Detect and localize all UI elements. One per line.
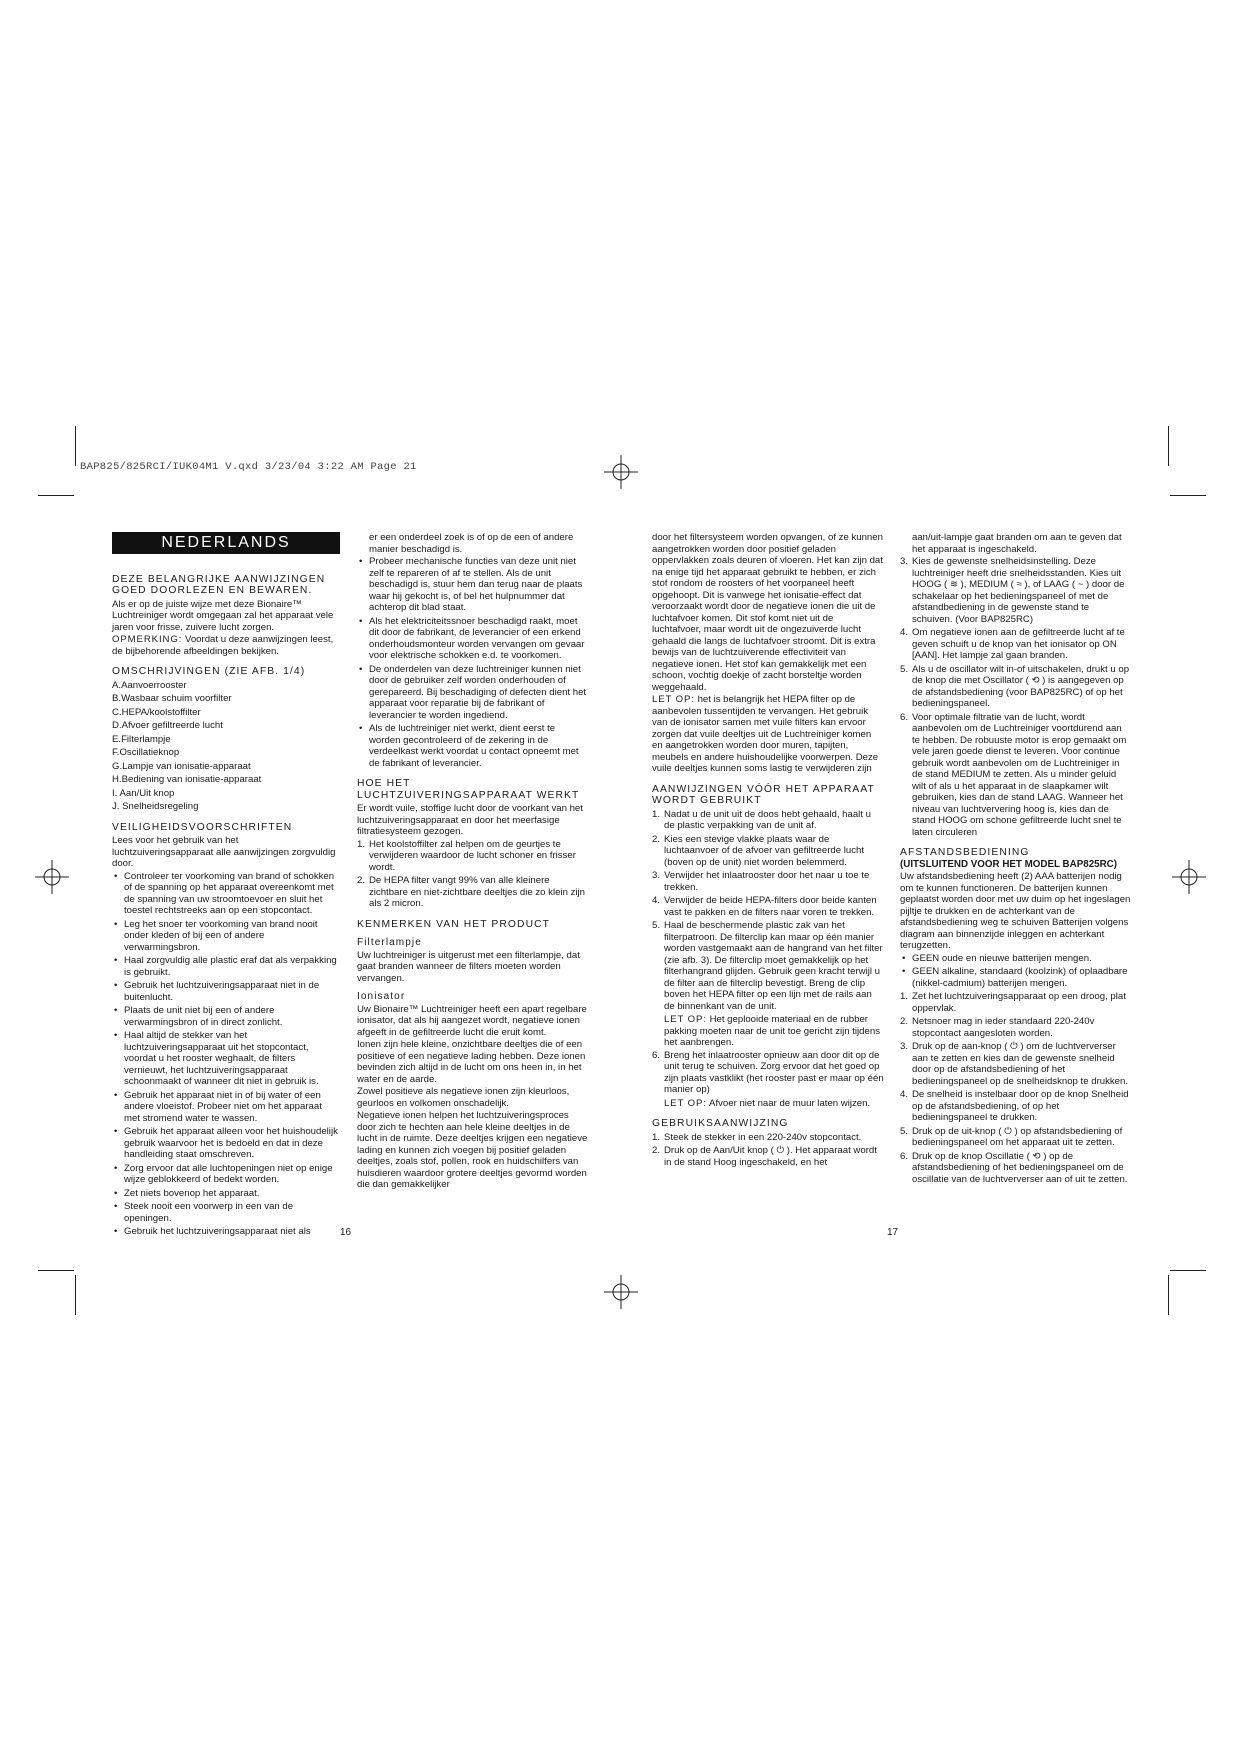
usage-steps-continued: [900, 556, 1132, 838]
intro-text: Als er op de juiste wijze met deze Bionaire™ Luchtreiniger wordt omgegaan zal het apparaat vele jaren voor frisse, zuivere lucht zorgen.: [112, 598, 334, 633]
part-item: G.Lampje van ionisatie-apparaat: [112, 760, 251, 772]
subheading-ionizer: Ionisator: [357, 991, 406, 1002]
crop-mark-bl-h: [38, 1270, 74, 1271]
safety-item: • Controleer ter voorkoming van brand of schokken of de spanning op het apparaat overeenkomt met de spanning van uw stroomtoevoer en sluit het toestel rechtstreeks aan op een stopcontact.: [112, 871, 340, 917]
part-item: J. Snelheidsregeling: [112, 801, 199, 812]
page-number-left: 16: [340, 1227, 352, 1238]
battery-item: • GEEN alkaline, standaard (koolzink) of oplaadbare (nikkel-cadmium) batterijen mengen.: [900, 966, 1132, 989]
remote-text: Uw afstandsbediening heeft (2) AAA batterijen nodig om te kunnen functioneren. De batterijen kunnen geplaatst worden door met uw duim op het ingeslagen pijltje te drukken en de achterkant van de afstandsbediening weg te schuiven Batterijen volgens diagram aan binnenzijde inleggen en achterkant terugzetten.: [900, 871, 1131, 951]
caution-paragraph: LET OP: het is belangrijk het HEPA filter op de aanbevolen tussentijden te vervangen. Het gebruik van de ionisator samen met vuile filters kan ervoor zorgen dat vuile deeltjes uit de Luchtreiniger komen en aangetrokken worden door muren, tapijten, meubels en andere huishoudelijke voorwerpen. Deze vuile deeltjes kunnen soms lastig te verwijderen zijn: [652, 694, 879, 774]
step-item: 5. Haal de beschermende plastic zak van het filterpatroon. De filterclip kan maar op één manier worden vastgemaakt aan de hangrand van het filter (zie afb. 3). De filterclip moet gemakkelijk op het filterhangrand glijden. Gebruik geen kracht terwijl u de filter aan de filterclip bevestigt. Breng de clip boven het HEPA filter op een lijn met de rails aan de binnenkant van de unit.: [652, 920, 883, 1012]
column-3: [652, 532, 884, 1170]
heading-how-it-works: HOE HET LUCHTZUIVERINGSAPPARAAT WERKT: [357, 778, 580, 801]
note-label: OPMERKING:: [112, 634, 183, 645]
safety-item: • Als het elektriciteitssnoer beschadigd raakt, moet dit door de fabrikant, de leverancier of een erkend onderhoudsmonteur worden vervangen om gevaar voor elektrische schokken e.d. te voorkomen.: [357, 616, 589, 662]
step-item: 2. De HEPA filter vangt 99% van alle kleinere zichtbare en niet-zichtbare deeltjes die zo klein zijn als 2 micron.: [357, 875, 585, 909]
ionizer-text-4: Negatieve ionen helpen het luchtzuiveringsproces door zich te hechten aan hele kleine deeltjes in de lucht in de ruimte. Deze deeltjes krijgen een negatieve lading en kunnen zich voegen bij positief geladen deeltjes, zoals stof, pollen, rook en huidschilfers van huisdieren waardoor grotere deeltjes gevormd worden die dan gemakkelijker: [357, 1110, 588, 1190]
page-number-right: 17: [887, 1227, 899, 1238]
safety-item: • Als de luchtreiniger niet werkt, dient eerst te worden gecontroleerd of de zekering in de verdeelkast werkt voordat u contact opneemt met de fabrikant of leverancier.: [357, 723, 589, 769]
column-1: [112, 532, 340, 1240]
subheading-filter-light: Filterlampje: [357, 937, 422, 948]
heading-remote-control: AFSTANDSBEDIENING: [900, 847, 1030, 858]
heading-descriptions: OMSCHRIJVINGEN (ZIE AFB. 1/4): [112, 666, 306, 677]
caution-label: LET OP:: [652, 694, 695, 705]
ionizer-text-continued: door het filtersysteem worden opvangen, of ze kunnen aangetrokken worden door positief geladen oppervlakken zoals deuren of vloeren. Het kan zijn dat na enige tijd het apparaat gebruikt te hebben, er zich stof rondom de roosters of het voorpaneel heeft opgehoopt. Dit is vanwege het ionisatie-effect dat veroorzaakt wordt door de negatieve ionen die uit de luchtafvoer komen. Dit stof komt niet uit de luchtafvoer, maar wordt uit de ongezuiverde lucht gehaald die langs de luchtafvoer stroomt. Dit is extra bewijs van de luchtzuiverende effectiviteit van negatieve ionen. Het stof kan gemakkelijk met een schoon, vochtig doekje of zacht borsteltje worden weggehaald.: [652, 532, 883, 693]
step-item: 2. Druk op de Aan/Uit knop ( ⏻ ). Het apparaat wordt in de stand Hoog ingeschakeld, en het: [652, 1145, 877, 1168]
crop-mark-tr-h: [1170, 495, 1206, 496]
heading-product-features: KENMERKEN VAN HET PRODUCT: [357, 918, 551, 930]
step-item: 3. Druk op de aan-knop ( ⏻ ) om de luchtververser aan te zetten en kies dan de gewenste snelheid door op de afstandsbediening of het bedieningspaneel op de snelheidsknop te drukken.: [900, 1041, 1129, 1087]
safety-item: • Plaats de unit niet bij een of andere verwarmingsbron of in direct zonlicht.: [112, 1005, 340, 1028]
file-slug: BAP825/825RCI/IUK04M1 V.qxd 3/23/04 3:22 AM Page 21: [80, 461, 417, 473]
remote-steps: [900, 991, 1132, 1185]
safety-intro: Lees voor het gebruik van het luchtzuiveringsapparaat alle aanwijzingen zorgvuldig door.: [112, 835, 336, 869]
crop-mark-tr-v: [1168, 426, 1169, 466]
before-use-step-6: [652, 1050, 884, 1096]
step-item: 3. Verwijder het inlaatrooster door het naar u toe te trekken.: [652, 870, 870, 893]
how-it-works-text: Er wordt vuile, stoffige lucht door de voorkant van het luchtzuiveringsapparaat en door het meerfasige filtratiesysteem gezogen.: [357, 803, 583, 837]
usage-steps: [652, 1132, 884, 1169]
remote-model-note: (UITSLUITEND VOOR HET MODEL BAP825RC): [900, 858, 1117, 870]
column-4: [900, 532, 1132, 1187]
crop-mark-bl-v: [75, 1275, 76, 1315]
step-item: 4. Om negatieve ionen aan de gefiltreerde lucht af te geven schuift u de knop van het ionisator op ON [AAN]. Het lampje zal gaan branden.: [900, 627, 1125, 661]
part-item: F.Oscillatieknop: [112, 747, 180, 758]
step-item: 4. Verwijder de beide HEPA-filters door beide kanten vast te pakken en de filters naar voren te trekken.: [652, 895, 877, 918]
safety-item: • Probeer mechanische functies van deze unit niet zelf te repareren of af te stellen. Als de unit beschadigd is, stuur hem dan terug naar de plaats waar hij gekocht is, of bel het hulpnummer dat achterop dit blad staat.: [357, 556, 589, 614]
step-item: 5. Druk op de uit-knop ( ⏻ ) op afstandsbediening of bedieningspaneel om het apparaat uit te zetten.: [900, 1125, 1123, 1148]
step-item: 1. Nadat u de unit uit de doos hebt gehaald, haalt u de plastic verpakking van de unit af.: [652, 808, 871, 831]
ionizer-text-2: Ionen zijn hele kleine, onzichtbare deeltjes die of een positieve of een negatieve lading hebben. Deze ionen bevinden zich altijd in de lucht om ons heen in, in het water en de aarde.: [357, 1039, 586, 1085]
battery-warnings: [900, 953, 1132, 990]
safety-continued: er een onderdeel zoek is of op de een of andere manier beschadigd is.: [369, 532, 574, 555]
heading-before-use: AANWIJZINGEN VÓÓR HET APPARAAT WORDT GEBRUIKT: [652, 783, 875, 806]
battery-item: • GEEN oude en nieuwe batterijen mengen.: [900, 953, 1132, 965]
registration-mark-left: [35, 860, 69, 894]
section-title: NEDERLANDS: [112, 532, 340, 554]
safety-item: • Zet niets bovenop het apparaat.: [112, 1188, 340, 1200]
step-item: 1. Zet het luchtzuiveringsapparaat op een droog, plat oppervlak.: [900, 991, 1126, 1014]
safety-item: • Steek nooit een voorwerp in een van de openingen.: [112, 1201, 340, 1224]
step-item: 1. Steek de stekker in een 220-240v stopcontact.: [652, 1131, 862, 1143]
step-item: 6. Voor optimale filtratie van de lucht, wordt aanbevolen om de Luchtreiniger voortdurend aan te hebben. De robuuste motor is erop gemaakt om vele jaren goede dienst te leveren. Voor continue gebruik wordt aanbevolen om de Luchtreiniger in de stand MEDIUM te zetten. Als u minder geluid wilt of als u het apparaat in de slaapkamer wilt gebruiken, kies dan de stand LAAG. Wanneer het niveau van luchtververing hoog is, kies dan de stand HOOG om schone gefiltreerde lucht snel te laten circuleren: [900, 711, 1127, 838]
registration-mark-right: [1172, 860, 1206, 894]
crop-mark-tl-v: [75, 426, 76, 466]
note-paragraph: [112, 634, 340, 657]
safety-list-continued: [357, 556, 589, 769]
crop-mark-br-v: [1168, 1275, 1169, 1315]
usage-continued: aan/uit-lampje gaat branden om aan te geven dat het apparaat is ingeschakeld.: [912, 532, 1122, 555]
registration-mark-top: [604, 455, 638, 489]
ionizer-text-1: Uw Bionaire™ Luchtreiniger heeft een apart regelbare ionisator, dat als hij aangezet wordt, negatieve ionen afgeeft in de gefiltreerde lucht die eruit komt.: [357, 1003, 587, 1038]
caution-paragraph-3: LET OP: Afvoer niet naar de muur laten wijzen.: [664, 1097, 871, 1109]
safety-item: • Haal altijd de stekker van het luchtzuiveringsapparaat uit het stopcontact, voordat u het rooster weghaalt, de filters vernieuwt, het luchtzuiveringsapparaat schoonmaakt of wanneer dit niet in gebruik is.: [112, 1030, 340, 1088]
step-item: 6. Breng het inlaatrooster opnieuw aan door dit op de unit terug te schuiven. Zorg ervoor dat het goed op zijn plaats vastklikt (het rooster past er maar op één manier op): [652, 1049, 884, 1095]
safety-item: • De onderdelen van deze luchtreiniger kunnen niet door de gebruiker zelf worden onderhouden of gerepareerd. Bij beschadiging of defecten dient het apparaat voor reparatie bij de fabrikant of leverancier te worden ingediend.: [357, 664, 589, 722]
step-item: 5. Als u de oscillator wilt in-of uitschakelen, drukt u op de knop die met Oscillator ( ⟲ ) is aangegeven op de afstandsbediening (voor BAP825RC) of op het bedieningspaneel.: [900, 663, 1130, 709]
step-item: 2. Kies een stevige vlakke plaats waar de luchtaanvoer of de afvoer van gefiltreerde lucht (boven op de unit) niet worden belemmerd.: [652, 833, 864, 868]
heading-usage: GEBRUIKSAANWIJZING: [652, 1118, 789, 1129]
crop-mark-br-h: [1170, 1270, 1206, 1271]
part-item: E.Filterlampje: [112, 733, 171, 745]
ionizer-text-3: Zowel positieve als negatieve ionen zijn kleurloos, geurloos en volkomen onschadelijk.: [357, 1086, 570, 1109]
part-item: D.Afvoer gefiltreerde lucht: [112, 720, 223, 731]
safety-item: • Gebruik het apparaat alleen voor het huishoudelijk gebruik waarvoor het is bedoeld en dat in deze handleiding staat omschreven.: [112, 1126, 340, 1161]
step-item: 6. Druk op de knop Oscillatie ( ⟲ ) op de afstandsbediening of het bedieningspaneel om de oscillatie van de luchtververser aan of uit te zetten.: [900, 1150, 1128, 1185]
safety-item: • Zorg ervoor dat alle luchtopeningen niet op enige wijze geblokkeerd of bedekt worden.: [112, 1163, 340, 1186]
filter-light-text: Uw luchtreiniger is uitgerust met een filterlampje, dat gaat branden wanneer de filters moeten worden vervangen.: [357, 949, 580, 984]
parts-list: [112, 680, 340, 813]
step-item: 4. De snelheid is instelbaar door op de knop Snelheid op de afstandsbediening, of op het bedieningspaneel te drukken.: [900, 1089, 1129, 1123]
safety-item: • Gebruik het luchtzuiveringsapparaat niet als: [112, 1226, 340, 1238]
safety-item: • Gebruik het luchtzuiveringsapparaat niet in de buitenlucht.: [112, 980, 340, 1003]
part-item: I. Aan/Uit knop: [112, 787, 175, 799]
part-item: C.HEPA/koolstoffilter: [112, 706, 201, 718]
registration-mark-bottom: [604, 1275, 638, 1309]
how-it-works-steps: [357, 839, 589, 910]
safety-list: [112, 871, 340, 1238]
safety-item: • Haal zorgvuldig alle plastic eraf dat als verpakking is gebruikt.: [112, 955, 340, 978]
step-item: 2. Netsnoer mag in ieder standaard 220-240v stopcontact aangesloten worden.: [900, 1016, 1095, 1039]
caution-paragraph-2: LET OP: Het geplooide materiaal en de rubber pakking moeten naar de unit toe gericht zijn tijdens het aanbrengen.: [664, 1014, 880, 1048]
part-item: H.Bediening van ionisatie-apparaat: [112, 774, 262, 785]
safety-item: • Gebruik het apparaat niet in of bij water of een andere vloeistof. Probeer niet om het apparaat met stromend water te wassen.: [112, 1090, 340, 1125]
part-item: B.Wasbaar schuim voorfilter: [112, 693, 232, 704]
step-item: 3. Kies de gewenste snelheidsinstelling. Deze luchtreiniger heeft drie snelheidsstanden. Kies uit HOOG ( ≋ ), MEDIUM ( ≈ ), of LAAG ( ~ ) door de schakelaar op het bedieningspaneel of met de afstandbediening in de gewenste stand te schuiven. (Voor BAP825RC): [900, 556, 1125, 625]
safety-item: • Leg het snoer ter voorkoming van brand nooit onder kleden of bij een of andere verwarmingsbron.: [112, 919, 340, 954]
column-2: [357, 532, 589, 1192]
heading-read-instructions: DEZE BELANGRIJKE AANWIJZINGEN GOED DOORLEZEN EN BEWAREN.: [112, 573, 326, 596]
before-use-steps: [652, 809, 884, 1013]
note-text: Voordat u deze aanwijzingen leest, de bijbehorende afbeeldingen bekijken.: [112, 634, 334, 657]
part-item: A.Aanvoerrooster: [112, 679, 187, 691]
crop-mark-tl-h: [38, 495, 74, 496]
heading-safety: VEILIGHEIDSVOORSCHRIFTEN: [112, 821, 293, 833]
step-item: 1. Het koolstoffilter zal helpen om de geurtjes te verwijderen waardoor de lucht schoner en frisser wordt.: [357, 838, 576, 873]
